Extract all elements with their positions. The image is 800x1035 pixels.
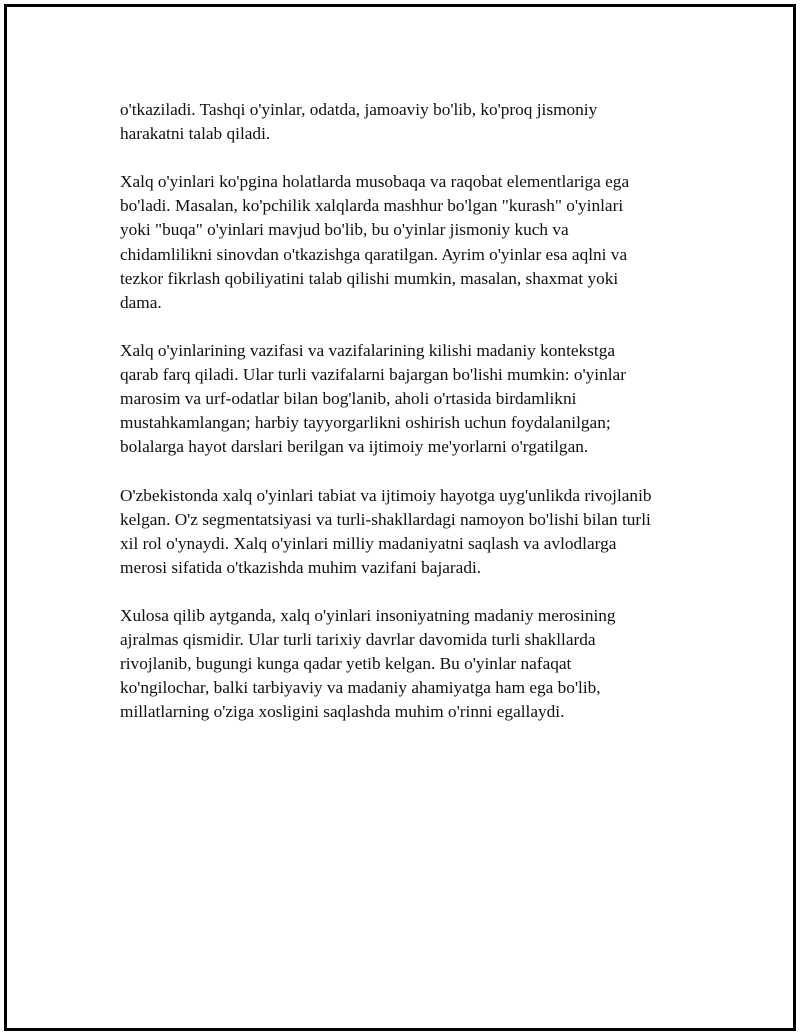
text-line: Xalq o'yinlarining vazifasi va vazifalarining kilishi madaniy kontekstga bbox=[120, 340, 616, 360]
text-line: chidamlilikni sinovdan o'tkazishga qaratilgan. Ayrim o'yinlar esa aqlni va bbox=[120, 244, 628, 264]
text-line: dama. bbox=[120, 292, 162, 312]
text-line: O'zbekistonda xalq o'yinlari tabiat va ijtimoiy hayotga uyg'unlikda rivojlanib bbox=[120, 485, 652, 505]
text-line: yoki "buqa" o'yinlari mavjud bo'lib, bu o'yinlar jismoniy kuch va bbox=[120, 220, 569, 240]
text-line: o'tkaziladi. Tashqi o'yinlar, odatda, jamoaviy bo'lib, ko'proq jismoniy bbox=[120, 100, 598, 119]
text-line: bolalarga hayot darslari berilgan va ijtimoiy me'yorlarni o'rgatilgan. bbox=[120, 437, 589, 457]
text-line: harakatni talab qiladi. bbox=[120, 124, 271, 144]
paragraph bbox=[120, 339, 710, 459]
text-line: tezkor fikrlash qobiliyatini talab qilishi mumkin, masalan, shaxmat yoki bbox=[120, 268, 619, 288]
text-line: kelgan. O'z segmentatsiyasi va turli-shakllardagi namoyon bo'lishi bilan turli bbox=[120, 509, 651, 529]
document-body bbox=[120, 98, 710, 749]
text-line: rivojlanib, bugungi kunga qadar yetib kelgan. Bu o'yinlar nafaqat bbox=[120, 654, 572, 674]
text-line: Xulosa qilib aytganda, xalq o'yinlari insoniyatning madaniy merosining bbox=[120, 605, 616, 625]
paragraph bbox=[120, 98, 710, 146]
paragraph bbox=[120, 484, 710, 580]
text-line: ajralmas qismidir. Ular turli tarixiy davrlar davomida turli shakllarda bbox=[120, 630, 596, 650]
paragraph bbox=[120, 604, 710, 724]
text-line: Xalq o'yinlari ko'pgina holatlarda musobaqa va raqobat elementlariga ega bbox=[120, 172, 630, 192]
text-line: mustahkamlangan; harbiy tayyorgarlikni oshirish uchun foydalanilgan; bbox=[120, 413, 611, 433]
text-line: merosi sifatida o'tkazishda muhim vazifani bajaradi. bbox=[120, 557, 482, 577]
text-line: millatlarning o'ziga xosligini saqlashda muhim o'rinni egallaydi. bbox=[120, 702, 565, 722]
text-line: bo'ladi. Masalan, ko'pchilik xalqlarda mashhur bo'lgan "kurash" o'yinlari bbox=[120, 196, 624, 216]
text-line: ko'ngilochar, balki tarbiyaviy va madaniy ahamiyatga ham ega bo'lib, bbox=[120, 678, 601, 698]
text-line: qarab farq qiladi. Ular turli vazifalarni bajargan bo'lishi mumkin: o'yinlar bbox=[120, 365, 626, 385]
text-line: marosim va urf-odatlar bilan bog'lanib, aholi o'rtasida birdamlikni bbox=[120, 389, 577, 409]
text-line: xil rol o'ynaydi. Xalq o'yinlari milliy madaniyatni saqlash va avlodlarga bbox=[120, 533, 617, 553]
paragraph bbox=[120, 170, 710, 315]
document-page bbox=[4, 4, 796, 1031]
